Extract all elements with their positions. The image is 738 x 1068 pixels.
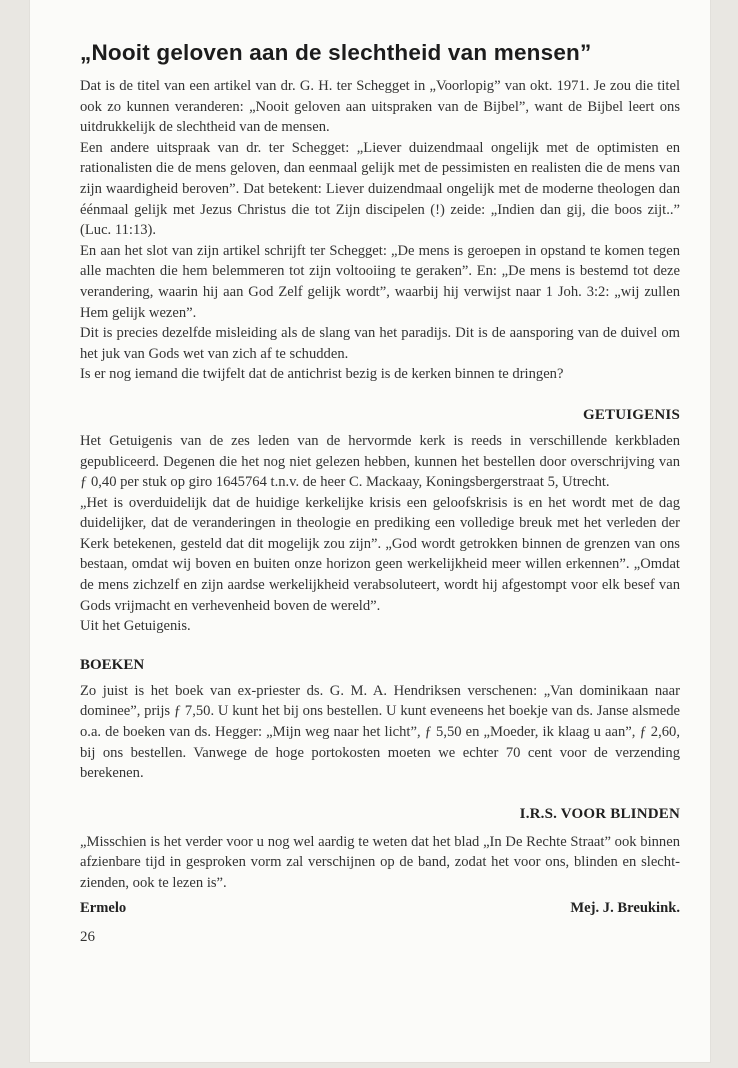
page [30,0,710,1062]
article-paragraph: Een andere uitspraak van dr. ter Schegget: „Liever duizendmaal ongelijk met de optimisten en rationalisten die de mens geloven, dan eenmaal gelijk met de pessimisten en realisten die de mens van zijn waardigheid beroven”. Dat betekent: Liever duizendmaal ongelijk met de moderne theologen dan éénmaal gelijk met Jezus Christus die tot Zijn discipelen (!) zeide: „Indien dan gij, die boos zijt..” (Luc. 11:13). [80,139,680,239]
signature: Mej. J. Breukink. [570,899,680,916]
irs-paragraph: „Misschien is het verder voor u nog wel aardig te weten dat het blad „In De Rechte Straat” ook binnen afzienbare tijd in gesproken vorm zal verschijnen op de band, zodat het voor ons, blinden en slecht-zienden, ook te lezen is”. [80,833,680,891]
page-content [80,40,680,946]
article-title: „Nooit geloven aan de slechtheid van mensen” [80,40,592,65]
article-paragraph: Is er nog iemand die twijfelt dat de antichrist bezig is de kerken binnen te dringen? [80,366,564,383]
getuigenis-heading: GETUIGENIS [582,406,680,423]
article-paragraph: Dat is de titel van een artikel van dr. G. H. ter Schegget in „Voorlopig” van okt. 1971. Je zou die titel ook zo kunnen veranderen: „Nooit geloven aan uitspraken van de Bijbel”, want de Bijbel leert ons uitdrukkelijk de slechtheid van de mensen. [80,78,680,136]
boeken-heading: BOEKEN [80,656,145,673]
signature-row [80,900,680,917]
article-paragraph: En aan het slot van zijn artikel schrijft ter Schegget: „De mens is geroepen in opstand te komen tegen alle machten die hem belemmeren tot zijn voltooiing te geraken”. En: „De mens is bestemd tot deze verandering, waarin hij aan God Zelf gelijk wordt”, waarbij hij verwijst naar 1 Joh. 3:2: „wij zullen Hem gelijk wezen”. [80,242,680,321]
article-paragraph: Dit is precies dezelfde misleiding als de slang van het paradijs. Dit is de aansporing van de duivel om het juk van Gods wet van zich af te schudden. [80,325,680,362]
boeken-paragraph: Zo juist is het boek van ex-priester ds. G. M. A. Hendriksen verschenen: „Van dominikaan naar dominee”, prijs ƒ 7,50. U kunt het bij ons bestellen. U kunt eveneens het boekje van ds. Janse alsmede o.a. de boeken van ds. Hegger: „Mijn weg naar het licht”, ƒ 5,50 en „Moeder, ik klaag u aan”, ƒ 2,60, bij ons bestellen. Vanwege de hoge portokosten moeten we echter 70 cent voor de verzending berekenen. [80,682,680,782]
getuigenis-paragraph: „Het is overduidelijk dat de huidige kerkelijke krisis een geloofskrisis is en het wordt met de dag duidelijker, dat de veranderingen in theologie en prediking een volledige breuk met het verleden der Kerk betekenen, gesteld dat dit mogelijk zou zijn”. „God wordt getrokken binnen de grenzen van ons bestaan, omdat wij boven en buiten onze horizon geen werkelijkheid meer willen erkennen”. „Omdat de mens zichzelf en zijn aardse werkelijkheid verabsoluteert, wordt hij afgestompt voor elk besef van Gods vrijmacht en verhevenheid boven de wereld”. [80,494,680,614]
page-number: 26 [80,928,95,945]
getuigenis-paragraph: Het Getuigenis van de zes leden van de hervormde kerk is reeds in verschillende kerkbladen gepubliceerd. Degenen die het nog niet gelezen hebben, kunnen het bestellen door overschrijving van ƒ 0,40 per stuk op giro 1645764 t.n.v. de heer C. Mackaay, Koningsbergerstraat 5, Utrecht. [80,432,680,491]
place-name: Ermelo [80,899,127,916]
getuigenis-paragraph: Uit het Getuigenis. [80,618,191,635]
irs-heading: I.R.S. VOOR BLINDEN [519,805,680,822]
